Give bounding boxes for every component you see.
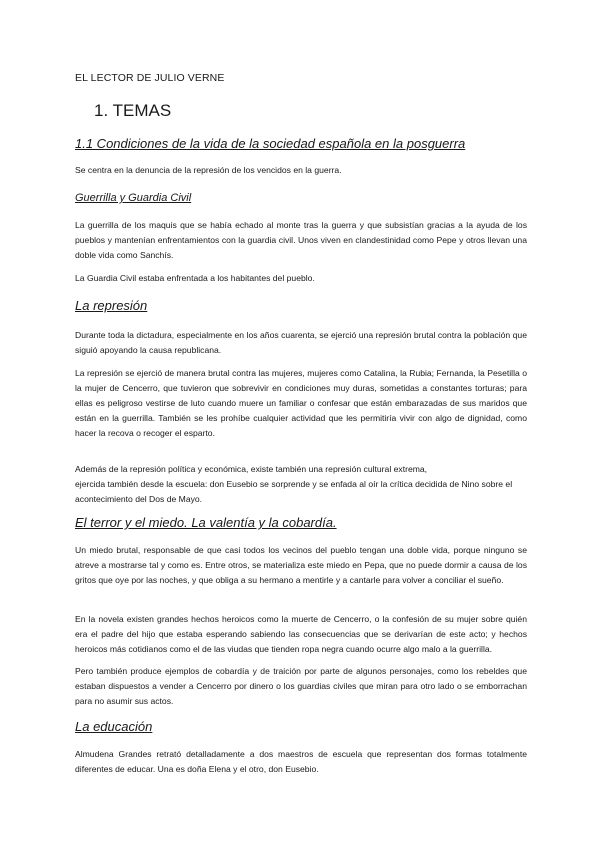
terror-paragraph-3: Pero también produce ejemplos de cobardía y de traición por parte de algunos personajes, como los rebeldes que estaban dispuestos a vender a Cencerro por dinero o los guardias civiles que miran para otro lado o se emborrachan para no asumir sus actos.: [75, 666, 527, 707]
represion-heading: La represión: [75, 298, 148, 313]
terror-paragraph-1: Un miedo brutal, responsable de que casi todos los vecinos del pueblo tengan una doble vida, porque ninguno se atreve a mostrarse tal y como es. Entre otros, se materializa este miedo en Pepa, que no puede dormir a causa de los gritos que oye por las noches, y que obliga a su hermano a mentirle y a cantarle para volver a conciliar el sueño.: [75, 545, 527, 586]
educacion-heading: La educación: [75, 719, 153, 734]
represion-paragraph-2: La represión se ejerció de manera brutal contra las mujeres, mujeres como Catalina, la Rubia; Fernanda, la Pesetilla o la mujer de Cencerro, que tuvieron que sobrevivir en condiciones muy duras, sometidas a constantes torturas; para ellas es peligroso vestirse de luto cuando muere un familiar o confesar que están embarazadas de sus maridos que están en la guerrilla. También se les prohíbe cualquier actividad que les permitiría vivir con algo de dignidad, como hacer la recova o recoger el esparto.: [75, 368, 527, 439]
represion-paragraph-3: [75, 462, 527, 507]
guerrilla-paragraph-1: La guerrilla de los maquis que se había echado al monte tras la guerra y que subsistían gracias a la ayuda de los pueblos y mantenían enfrentamientos con la guardia civil. Unos viven en clandestinidad como Pepe y otros llevan una doble vida como Sanchís.: [75, 220, 527, 261]
subsection-heading: 1.1 Condiciones de la vida de la sociedad española en la posguerra: [75, 136, 466, 151]
intro-paragraph: Se centra en la denuncia de la represión de los vencidos en la guerra.: [75, 165, 342, 175]
educacion-paragraph-1: Almudena Grandes retrató detalladamente a dos maestros de escuela que representan dos formas totalmente diferentes de educar. Una es doña Elena y el otro, don Eusebio.: [75, 749, 527, 775]
terror-paragraph-2: En la novela existen grandes hechos heroicos como la muerte de Cencerro, o la confesión de su mujer sobre quién era el padre del hijo que estaba esperando sabiendo las consecuencias que se derivarían de este acto; y hechos heroicos más cotidianos como el de las viudas que tienden ropa negra cuando ocurre algo malo a la guerrilla.: [75, 614, 527, 655]
document-title: EL LECTOR DE JULIO VERNE: [75, 72, 225, 84]
represion-paragraph-3-line-2: ejercida también desde la escuela: don Eusebio se sorprende y se enfada al oír la crítica decidida de Nino sobre el acontecimiento del Dos de Mayo.: [75, 479, 513, 505]
represion-paragraph-1: Durante toda la dictadura, especialmente en los años cuarenta, se ejerció una represión brutal contra la población que siguió apoyando la causa republicana.: [75, 330, 527, 356]
guerrilla-heading: Guerrilla y Guardia Civil: [75, 192, 192, 204]
represion-paragraph-3-line-1: Además de la represión política y económica, existe también una represión cultural extrema,: [75, 464, 428, 474]
guerrilla-paragraph-2: La Guardia Civil estaba enfrentada a los habitantes del pueblo.: [75, 273, 315, 283]
section-heading: 1. TEMAS: [94, 101, 172, 120]
terror-heading: El terror y el miedo. La valentía y la cobardía.: [75, 515, 337, 530]
